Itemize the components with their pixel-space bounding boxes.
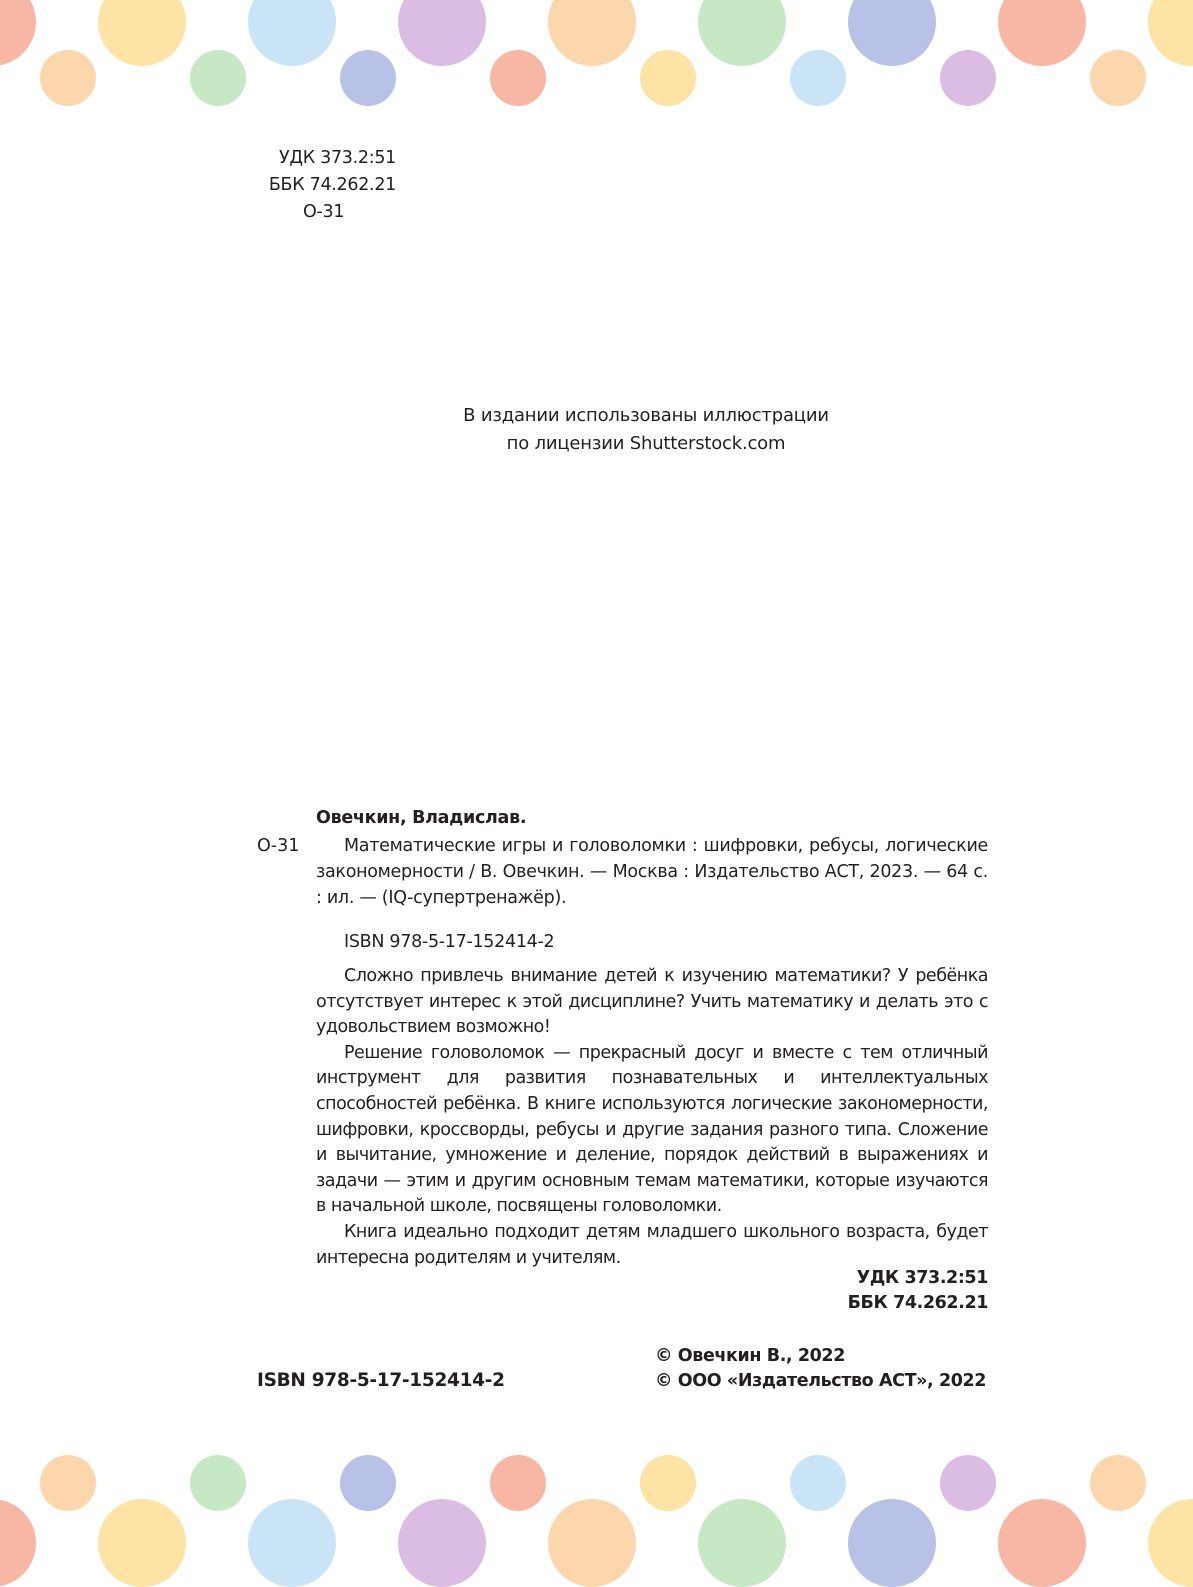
classification-bottom: [800, 1266, 988, 1316]
illustrations-note-line1: В издании использованы иллюстрации: [463, 405, 829, 426]
decor-dot: [248, 1499, 336, 1587]
decor-dot: [248, 0, 336, 66]
decor-dot: [940, 50, 996, 106]
decor-dot: [998, 0, 1086, 66]
decor-dot: [790, 50, 846, 106]
decor-dot: [398, 1499, 486, 1587]
annotation: [316, 964, 988, 1271]
author-mark: О-31: [303, 202, 345, 222]
bbk-code: ББК 74.262.21: [268, 175, 396, 195]
decor-dot: [490, 1455, 546, 1511]
decor-dot: [548, 1499, 636, 1587]
decor-dot: [998, 1499, 1086, 1587]
decor-dot: [698, 0, 786, 66]
annotation-paragraph: Сложно привлечь внимание детей к изучению математики? У ребёнка отсутствует интерес к этой дисциплине? Учить математику и делать это с удовольствием возможно!: [316, 966, 988, 1038]
decor-dot: [848, 0, 936, 66]
bibliographic-author-mark: О-31: [257, 836, 300, 856]
decor-dot: [640, 1455, 696, 1511]
decor-dot: [340, 50, 396, 106]
decor-dot: [190, 1455, 246, 1511]
decor-dot: [940, 1455, 996, 1511]
illustrations-note: [430, 402, 862, 458]
decor-dot: [98, 1499, 186, 1587]
decor-dot: [1090, 1455, 1146, 1511]
copyright-author: © Овечкин В., 2022: [655, 1346, 845, 1366]
classification-top: [262, 145, 396, 226]
decor-dot: [98, 0, 186, 66]
bibliographic-description: Математические игры и головоломки : шифровки, ребусы, логические закономерности / В. Овечкин. — Москва : Издательство АСТ, 2023. — 64 с. : ил. — (IQ-супертренажёр).: [316, 836, 988, 908]
author-name: Овечкин, Владислав.: [316, 808, 527, 828]
decor-dot: [698, 1499, 786, 1587]
decor-dot: [398, 0, 486, 66]
illustrations-note-line2: по лицензии Shutterstock.com: [506, 433, 786, 454]
decor-dot: [0, 0, 36, 66]
decor-dot: [548, 0, 636, 66]
annotation-paragraph: Книга идеально подходит детям младшего школьного возраста, будет интересна родителям и учителям.: [316, 1221, 988, 1268]
decor-dot: [340, 1455, 396, 1511]
decor-dot: [848, 1499, 936, 1587]
decor-dot: [490, 50, 546, 106]
copyright-publisher: © ООО «Издательство АСТ», 2022: [655, 1371, 987, 1391]
copyright-block: [655, 1344, 986, 1394]
decor-dot: [1148, 1499, 1193, 1587]
decor-dot: [1148, 0, 1193, 66]
decor-dot: [40, 1455, 96, 1511]
decor-dot: [640, 50, 696, 106]
udk-code: УДК 373.2:51: [856, 1268, 988, 1288]
udk-code: УДК 373.2:51: [279, 148, 396, 168]
decor-dot: [790, 1455, 846, 1511]
bibliographic-isbn: ISBN 978-5-17-152414-2: [344, 932, 555, 952]
bbk-code: ББК 74.262.21: [847, 1293, 988, 1313]
footer-isbn: ISBN 978-5-17-152414-2: [257, 1370, 505, 1391]
decor-dot: [0, 1499, 36, 1587]
decor-dot: [40, 50, 96, 106]
annotation-paragraph: Решение головоломок — прекрасный досуг и вместе с тем отличный инструмент для развития познавательных и интеллектуальных способностей ребёнка. В книге используются логические закономерности, шифровки, кроссворды, ребусы и другие задания разного типа. Сложение и вычитание, умножение и деление, порядок действий в выражениях и задачи — этим и другим основным темам математики, которые изучаются в начальной школе, посвящены головоломки.: [316, 1042, 988, 1217]
decor-dot: [190, 50, 246, 106]
decor-dot: [1090, 50, 1146, 106]
